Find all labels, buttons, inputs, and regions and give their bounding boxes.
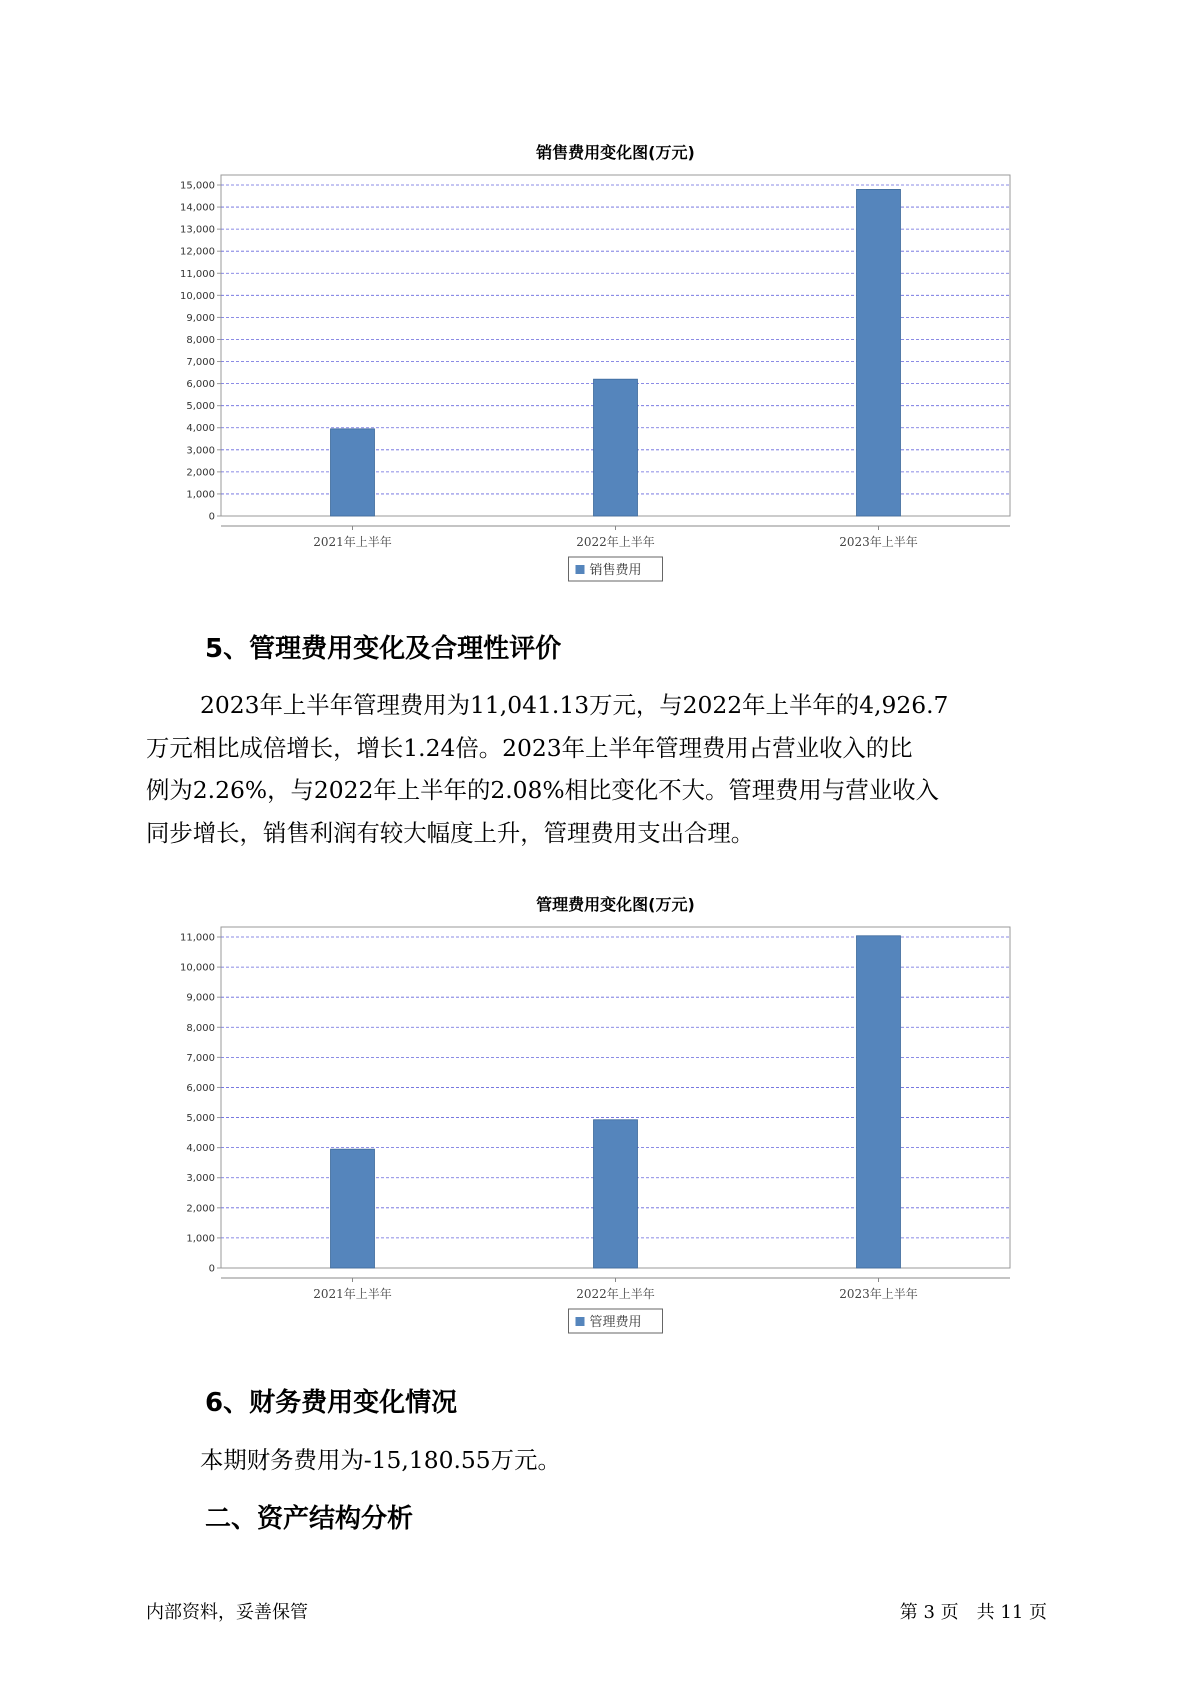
y-tick-label: 10,000 xyxy=(180,962,215,974)
y-tick-label: 8,000 xyxy=(186,1022,215,1034)
y-tick-label: 1,000 xyxy=(186,1233,215,1245)
x-tick-label: 2023年上半年 xyxy=(839,1287,918,1301)
y-tick-label: 9,000 xyxy=(186,312,215,324)
x-tick-label: 2021年上半年 xyxy=(313,535,392,549)
legend xyxy=(569,1309,663,1333)
y-tick-label: 10,000 xyxy=(180,290,215,302)
bar xyxy=(594,1120,638,1268)
sales-expense-chart xyxy=(0,128,1191,593)
y-tick-label: 6,000 xyxy=(186,1082,215,1094)
x-tick-label: 2021年上半年 xyxy=(313,1287,392,1301)
section-5-heading: 5、管理费用变化及合理性评价 xyxy=(205,634,562,664)
admin-expense-chart xyxy=(0,880,1191,1345)
bar xyxy=(857,936,901,1268)
bar xyxy=(857,189,901,516)
section-6-text: 本期财务费用为-15,180.55万元。 xyxy=(200,1446,561,1474)
legend-label: 销售费用 xyxy=(589,563,642,578)
y-tick-label: 7,000 xyxy=(186,1052,215,1064)
paragraph-line: 万元相比成倍增长，增长1.24倍。2023年上半年管理费用占营业收入的比 xyxy=(146,733,913,762)
legend-swatch xyxy=(576,1317,585,1326)
chart-title: 管理费用变化图(万元) xyxy=(536,895,695,914)
y-tick-label: 0 xyxy=(208,511,215,523)
y-tick-label: 11,000 xyxy=(180,932,215,944)
y-tick-label: 1,000 xyxy=(186,489,215,501)
y-tick-label: 6,000 xyxy=(186,379,215,391)
legend xyxy=(569,557,663,581)
y-tick-label: 5,000 xyxy=(186,1113,215,1125)
paragraph-line: 同步增长，销售利润有较大幅度上升，管理费用支出合理。 xyxy=(146,818,755,847)
paragraph-line: 例为2.26%，与2022年上半年的2.08%相比变化不大。管理费用与营业收入 xyxy=(146,776,939,804)
y-tick-label: 15,000 xyxy=(180,180,215,192)
footer-page-number: 第 3 页 共 11 页 xyxy=(899,1602,1047,1623)
y-tick-label: 0 xyxy=(208,1263,215,1275)
y-tick-label: 2,000 xyxy=(186,1203,215,1215)
y-tick-label: 9,000 xyxy=(186,992,215,1004)
section-5-paragraph xyxy=(146,684,1046,854)
legend-swatch xyxy=(576,565,585,574)
y-tick-label: 11,000 xyxy=(180,268,215,280)
y-tick-label: 12,000 xyxy=(180,246,215,258)
y-tick-label: 3,000 xyxy=(186,1173,215,1185)
bar xyxy=(331,429,375,516)
legend-label: 管理费用 xyxy=(589,1315,642,1330)
section-2-heading: 二、资产结构分析 xyxy=(205,1504,414,1534)
y-tick-label: 2,000 xyxy=(186,467,215,479)
bar xyxy=(594,379,638,516)
x-tick-label: 2022年上半年 xyxy=(576,1287,655,1301)
sales-expense-chart-svg xyxy=(0,128,1191,593)
x-tick-label: 2022年上半年 xyxy=(576,535,655,549)
y-tick-label: 8,000 xyxy=(186,334,215,346)
chart-title: 销售费用变化图(万元) xyxy=(536,143,695,162)
y-tick-label: 3,000 xyxy=(186,445,215,457)
y-tick-label: 4,000 xyxy=(186,423,215,435)
section-6-heading: 6、财务费用变化情况 xyxy=(205,1388,458,1418)
y-tick-label: 7,000 xyxy=(186,357,215,369)
bar xyxy=(331,1149,375,1268)
x-tick-label: 2023年上半年 xyxy=(839,535,918,549)
y-tick-label: 5,000 xyxy=(186,401,215,413)
paragraph-line: 2023年上半年管理费用为11,041.13万元，与2022年上半年的4,926.7 xyxy=(200,691,949,719)
y-tick-label: 14,000 xyxy=(180,202,215,214)
admin-expense-chart-svg xyxy=(0,880,1191,1345)
y-tick-label: 13,000 xyxy=(180,224,215,236)
y-tick-label: 4,000 xyxy=(186,1143,215,1155)
footer-note: 内部资料，妥善保管 xyxy=(146,1602,308,1623)
